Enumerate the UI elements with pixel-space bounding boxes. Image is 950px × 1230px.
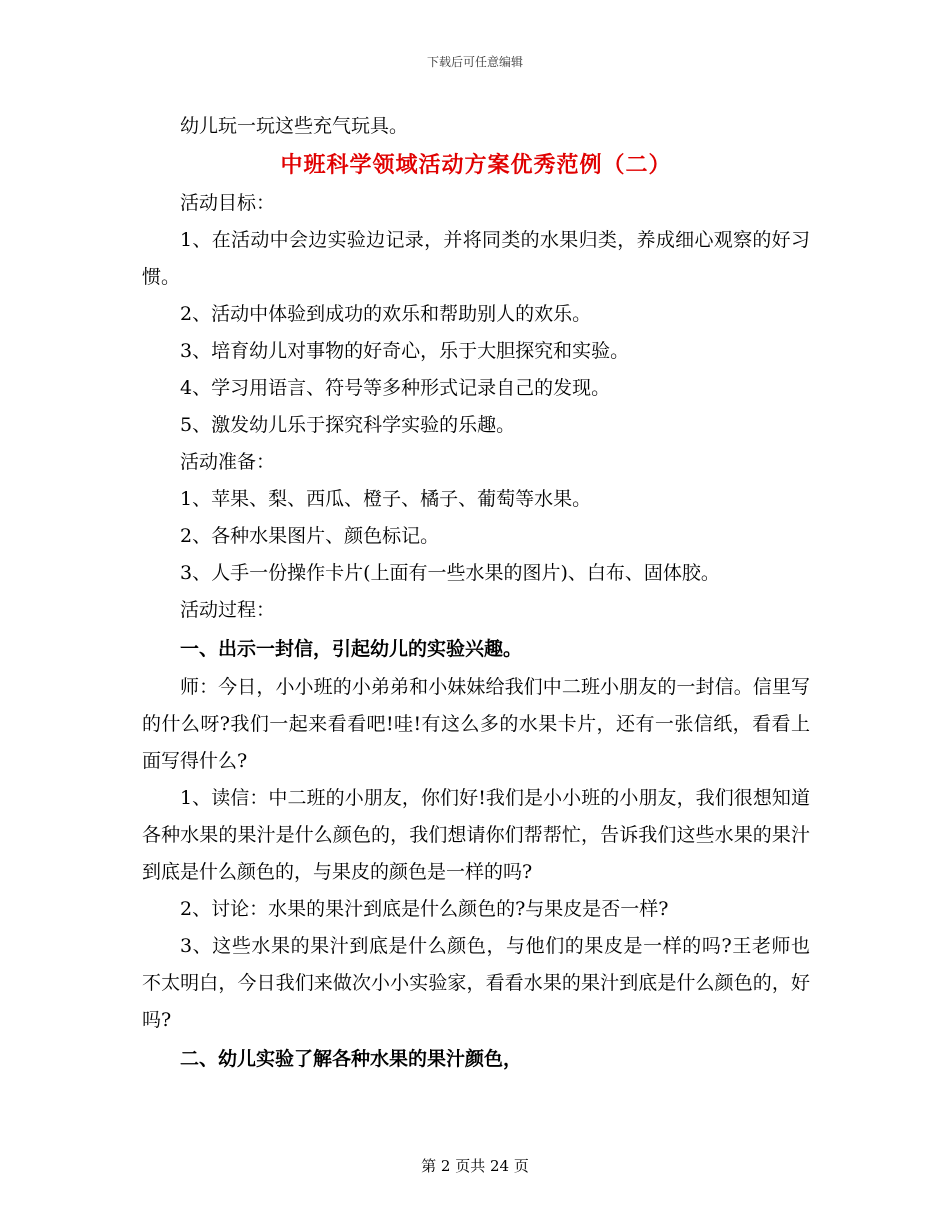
goal-item-1: 1、在活动中会边实验边记录，并将同类的水果归类，养成细心观察的好习惯。 (142, 229, 810, 288)
heading-activity-preparation: 活动准备： (180, 451, 276, 473)
preparation-item-1: 1、苹果、梨、西瓜、橙子、橘子、葡萄等水果。 (180, 488, 592, 510)
goal-item-2: 2、活动中体验到成功的欢乐和帮助别人的欢乐。 (180, 303, 592, 325)
process-item-experiment-intro: 3、这些水果的果汁到底是什么颜色，与他们的果皮是一样的吗?王老师也不太明白，今日我们来做次小小实验家，看看水果的果汁到底是什么颜色的，好吗? (142, 935, 810, 1031)
goal-item-3: 3、培育幼儿对事物的好奇心，乐于大胆探究和实验。 (180, 340, 630, 362)
heading-activity-process: 活动过程： (180, 599, 276, 621)
goal-item-4: 4、学习用语言、符号等多种形式记录自己的发现。 (180, 377, 611, 399)
goal-item-5: 5、激发幼儿乐于探究科学实验的乐趣。 (180, 414, 516, 436)
preparation-item-3: 3、人手一份操作卡片(上面有一些水果的图片)、白布、固体胶。 (180, 562, 720, 584)
process-item-read-letter: 1、读信：中二班的小朋友，你们好!我们是小小班的小朋友，我们很想知道各种水果的果汁是什么颜色的，我们想请你们帮帮忙，告诉我们这些水果的果汁到底是什么颜色的，与果皮的颜色是一样的吗? (142, 787, 810, 883)
process-step-1-heading: 一、出示一封信，引起幼儿的实验兴趣。 (180, 638, 523, 660)
preparation-item-2: 2、各种水果图片、颜色标记。 (180, 525, 440, 547)
page-number-footer: 第 2 页共 24 页 (421, 1157, 529, 1175)
heading-activity-goals: 活动目标： (180, 192, 276, 214)
section-title: 中班科学领域活动方案优秀范例（二） (280, 152, 672, 178)
paragraph-toy-play: 幼儿玩一玩这些充气玩具。 (180, 115, 409, 137)
page-header-note: 下载后可任意编辑 (426, 55, 523, 69)
teacher-intro-paragraph: 师：今日，小小班的小弟弟和小妹妹给我们中二班小朋友的一封信。信里写的什么呀?我们一起来看看吧!哇!有这么多的水果卡片，还有一张信纸，看看上面写得什么? (142, 676, 810, 772)
document-body (142, 108, 810, 1079)
process-step-2-heading: 二、幼儿实验了解各种水果的果汁颜色， (180, 1048, 523, 1070)
process-item-discussion: 2、讨论：水果的果汁到底是什么颜色的?与果皮是否一样? (180, 898, 669, 920)
